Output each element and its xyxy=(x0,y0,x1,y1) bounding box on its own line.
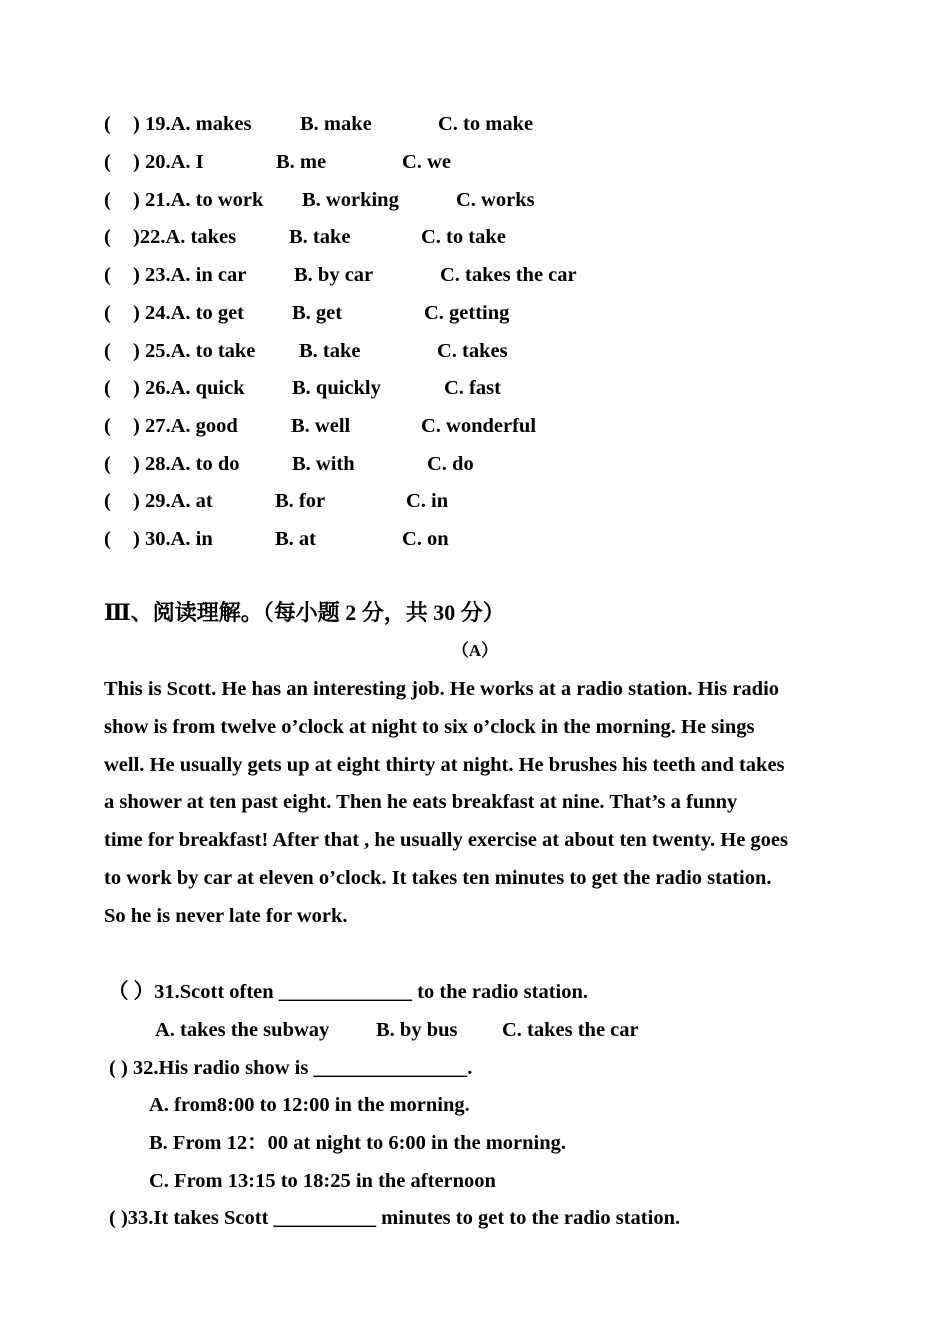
question-31-option-c: C. takes the car xyxy=(502,1019,639,1041)
answer-blank-paren: ( xyxy=(104,340,111,362)
question-31-option-a: A. takes the subway xyxy=(155,1019,330,1041)
answer-blank-paren: ( xyxy=(104,151,111,173)
cloze-option-a: ) 21.A. to work xyxy=(133,189,264,211)
cloze-option-a: ) 29.A. at xyxy=(133,490,213,512)
cloze-option-a: ) 26.A. quick xyxy=(133,377,245,399)
cloze-option-c: C. wonderful xyxy=(421,415,537,437)
cloze-option-b: B. get xyxy=(292,302,343,324)
passage-line: to work by car at eleven o’clock. It takes ten minutes to get the radio station. xyxy=(104,866,772,889)
cloze-option-a: ) 30.A. in xyxy=(133,528,213,550)
question-31-option-b: B. by bus xyxy=(376,1019,458,1041)
question-32-option-c: C. From 13:15 to 18:25 in the afternoon xyxy=(149,1170,496,1192)
passage-label: （A） xyxy=(451,641,499,660)
passage-line: So he is never late for work. xyxy=(104,904,348,927)
cloze-option-c: C. to make xyxy=(438,113,534,135)
cloze-option-b: B. me xyxy=(276,151,327,173)
cloze-option-c: C. works xyxy=(456,189,535,211)
cloze-option-b: B. at xyxy=(275,528,316,550)
answer-blank-paren: ( xyxy=(104,302,111,324)
cloze-option-b: B. with xyxy=(292,453,355,475)
answer-blank-paren: ( xyxy=(104,226,111,248)
passage-line: This is Scott. He has an interesting job. He works at a radio station. His radio xyxy=(104,678,780,700)
cloze-option-b: B. make xyxy=(300,113,372,135)
cloze-option-a: ) 23.A. in car xyxy=(133,264,247,286)
cloze-option-c: C. on xyxy=(402,528,449,550)
cloze-option-a: ) 28.A. to do xyxy=(133,453,240,475)
passage-line: time for breakfast! After that , he usually exercise at about ten twenty. He goes xyxy=(104,829,788,852)
answer-blank-paren: ( xyxy=(104,490,111,512)
question-33: ( )33.It takes Scott __________ minutes to get to the radio station. xyxy=(109,1207,681,1229)
cloze-option-a: ) 20.A. I xyxy=(133,151,204,173)
cloze-option-b: B. take xyxy=(299,340,361,362)
answer-blank-paren: ( xyxy=(104,189,111,211)
cloze-option-b: B. by car xyxy=(294,264,374,286)
cloze-option-a: ) 19.A. makes xyxy=(133,113,252,135)
cloze-option-c: C. takes xyxy=(437,340,508,362)
answer-blank-paren: ( xyxy=(104,377,111,399)
section-heading: Ⅲ、阅读理解。（每小题 2 分，共 30 分） xyxy=(104,600,505,625)
answer-blank-paren: ( xyxy=(104,453,111,475)
cloze-option-c: C. fast xyxy=(444,377,501,399)
question-32: ( ) 32.His radio show is _______________. xyxy=(109,1057,473,1079)
cloze-option-a: )22.A. takes xyxy=(133,226,237,248)
cloze-option-b: B. quickly xyxy=(292,377,381,399)
passage-line: well. He usually gets up at eight thirty at night. He brushes his teeth and takes xyxy=(104,753,785,776)
cloze-option-b: B. well xyxy=(291,415,351,437)
cloze-option-c: C. we xyxy=(402,151,451,173)
cloze-option-c: C. getting xyxy=(424,302,510,324)
cloze-option-b: B. for xyxy=(275,490,326,512)
question-32-option-a: A. from8:00 to 12:00 in the morning. xyxy=(149,1094,470,1116)
cloze-option-b: B. working xyxy=(302,189,399,211)
passage-line: a shower at ten past eight. Then he eats breakfast at nine. That’s a funny xyxy=(104,791,738,814)
question-31: （ ）31.Scott often _____________ to the radio station. xyxy=(108,981,589,1003)
cloze-option-b: B. take xyxy=(289,226,351,248)
cloze-option-c: C. takes the car xyxy=(440,264,577,286)
answer-blank-paren: ( xyxy=(104,415,111,437)
cloze-option-c: C. to take xyxy=(421,226,506,248)
cloze-option-c: C. do xyxy=(427,453,474,475)
cloze-option-c: C. in xyxy=(406,490,449,512)
cloze-option-a: ) 27.A. good xyxy=(133,415,238,437)
answer-blank-paren: ( xyxy=(104,264,111,286)
cloze-option-a: ) 24.A. to get xyxy=(133,302,245,324)
question-32-option-b: B. From 12：00 at night to 6:00 in the morning. xyxy=(149,1132,567,1154)
reading-passage xyxy=(104,671,849,936)
answer-blank-paren: ( xyxy=(104,528,111,550)
passage-line: show is from twelve o’clock at night to six o’clock in the morning. He sings xyxy=(104,715,755,738)
answer-blank-paren: ( xyxy=(104,113,111,135)
cloze-option-a: ) 25.A. to take xyxy=(133,340,256,362)
